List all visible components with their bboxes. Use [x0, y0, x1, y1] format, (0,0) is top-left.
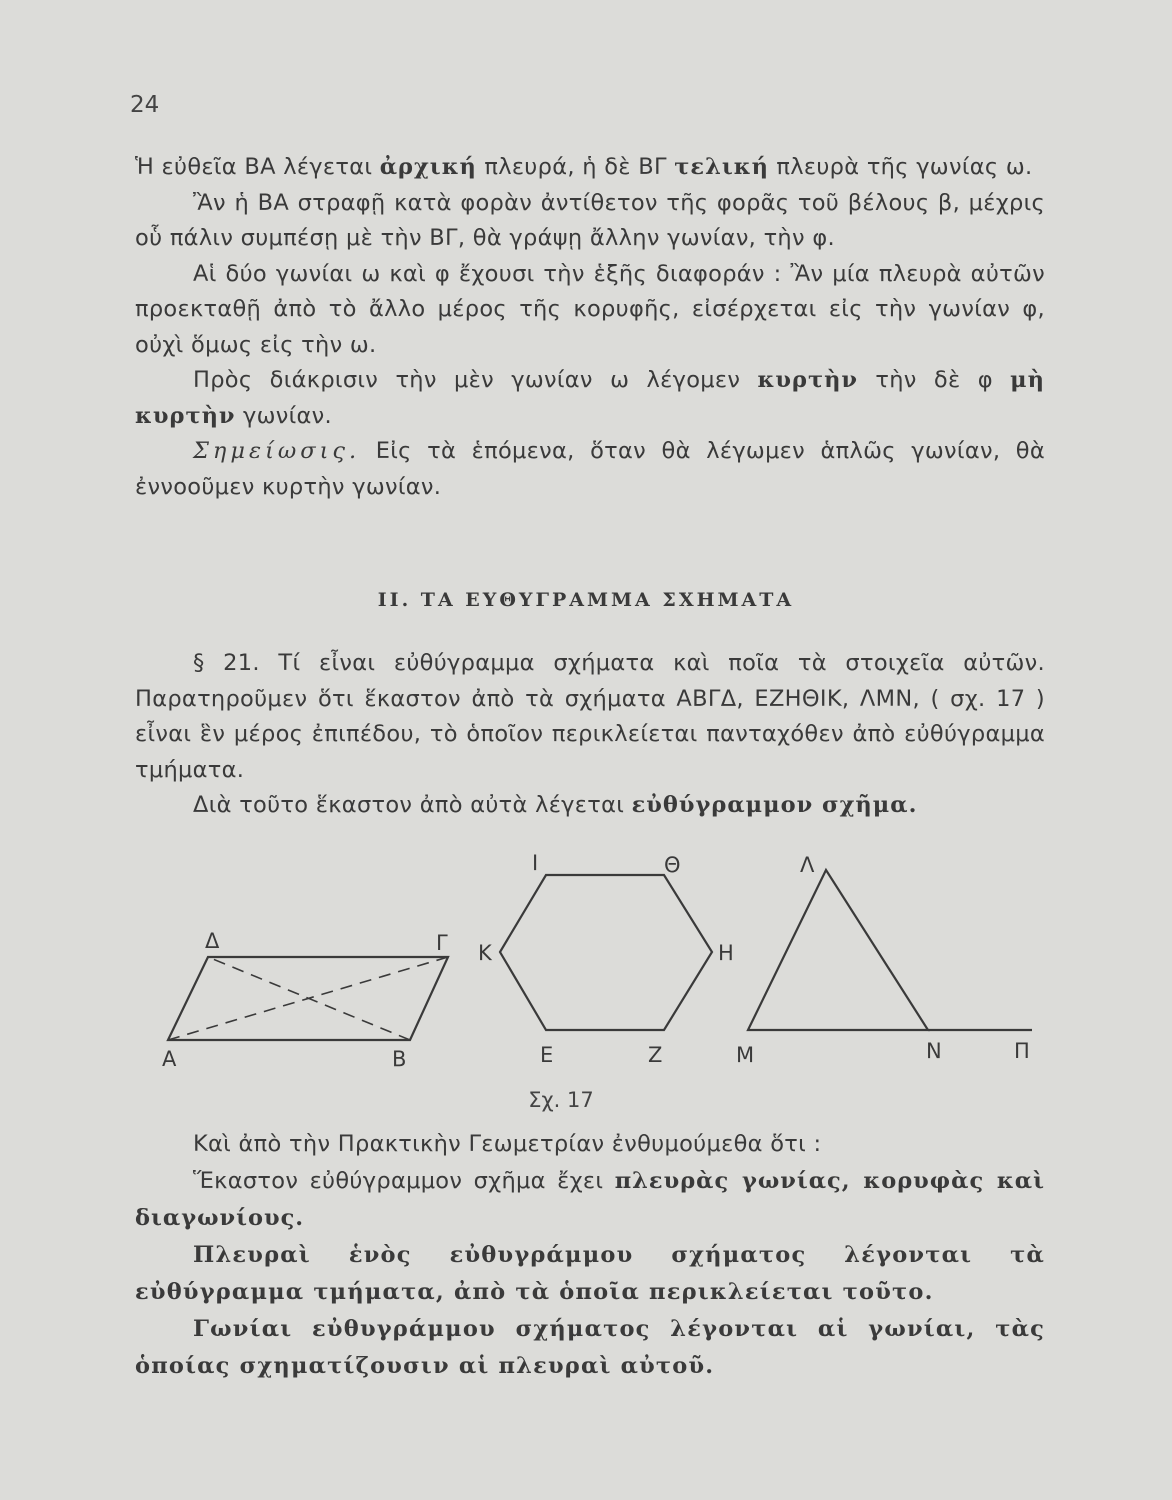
label-n: Ν [926, 1039, 942, 1063]
term-rectilinear-figure: εὐθύγραμμον σχῆμα. [631, 792, 918, 818]
label-b: Β [392, 1047, 407, 1071]
figure-17 [0, 840, 1172, 1080]
label-p: Π [1014, 1039, 1030, 1063]
text-run: τὴν δὲ φ [858, 367, 1011, 393]
paragraph-section-21: § 21. Τί εἶναι εὐθύγραμμα σχήματα καὶ ποῖα τὰ στοιχεῖα αὐτῶν. Παρατηροῦμεν ὅτι ἕκαστον ἀπὸ τὰ σχήματα ΑΒΓΔ, ΕΖΗΘΙΚ, ΛΜΝ, ( σχ. 17 ) εἶναι ἓν μέρος ἐπιπέδου, τὸ ὁποῖον περικλείεται πανταχόθεν ἀπὸ εὐθύγραμμα τμήματα. [135, 650, 1045, 783]
label-h: Η [718, 941, 734, 965]
label-g: Γ [436, 931, 448, 955]
text-run: Ἡ εὐθεῖα ΒΑ λέγεται [135, 154, 380, 180]
triangle [748, 870, 928, 1030]
label-k: Κ [478, 941, 492, 965]
note-label: Σημείωσις. [193, 438, 361, 464]
label-m: Μ [736, 1043, 755, 1067]
text-run: Εἰς τὰ ἑπόμενα, ὅταν θὰ λέγωμεν ἁπλῶς γωνίαν, θὰ ἐννοοῦμεν κυρτὴν γωνίαν. [135, 438, 1045, 500]
text-run: πλευρά, ἡ δὲ ΒΓ [476, 154, 675, 180]
text-run: Πρὸς διάκρισιν τὴν μὲν γωνίαν ω λέγομεν [193, 367, 758, 393]
text-run: Ἕκαστον εὐθύγραμμον σχῆμα ἔχει [193, 1168, 615, 1194]
text-run: πλευρὰ τῆς γωνίας ω. [768, 154, 1033, 180]
paragraph-convex [135, 363, 1045, 434]
paragraph-elements [135, 1163, 1045, 1237]
paragraph-rotation: Ἂν ἡ ΒΑ στραφῇ κατὰ φορὰν ἀντίθετον τῆς φορᾶς τοῦ βέλους β, μέχρις οὗ πάλιν συμπέσῃ μὲ τὴν ΒΓ, θὰ γράψῃ ἄλλην γωνίαν, τὴν φ. [135, 189, 1045, 251]
text-run: Διὰ τοῦτο ἕκαστον ἀπὸ αὐτὰ λέγεται [193, 792, 632, 818]
paragraph-initial-final-side [135, 150, 1045, 186]
top-text-block [135, 150, 1045, 505]
label-z: Ζ [648, 1043, 663, 1067]
paragraph-rectilinear-figure [135, 788, 1045, 824]
paragraph-sides-definition: Πλευραὶ ἑνὸς εὐθυγράμμου σχήματος λέγονται τὰ εὐθύγραμμα τμήματα, ἀπὸ τὰ ὁποῖα περικλείεται τοῦτο. [135, 1242, 1045, 1305]
text-run: γωνίαν. [235, 402, 333, 429]
label-l: Λ [800, 853, 815, 877]
paragraph-note [135, 434, 1045, 505]
paragraph-difference: Αἱ δύο γωνίαι ω καὶ φ ἔχουσι τὴν ἑξῆς διαφοράν : Ἂν μία πλευρὰ αὐτῶν προεκταθῇ ἀπὸ τὸ ἄλλο μέρος τῆς κορυφῆς, εἰσέρχεται εἰς τὴν γωνίαν φ, οὐχὶ ὅμως εἰς τὴν ω. [135, 260, 1045, 358]
bottom-text-block [135, 1126, 1045, 1385]
label-e: Ε [540, 1043, 554, 1067]
section-heading: ΙΙ. ΤΑ ΕΥΘΥΓΡΑΜΜΑ ΣΧΗΜΑΤΑ [377, 589, 795, 611]
term-initial: ἀρχική [379, 154, 477, 180]
term-convex: κυρτὴν [757, 367, 859, 393]
term-elements: πλευρὰς γωνίας, κορυφὰς καὶ διαγωνίους. [135, 1168, 1045, 1231]
paragraph-angles-definition: Γωνίαι εὐθυγράμμου σχήματος λέγονται αἱ γωνίαι, τὰς ὁποίας σχηματίζουσιν αἱ πλευραὶ αὐτοῦ. [135, 1316, 1045, 1379]
label-a: Α [162, 1047, 177, 1071]
label-th: Θ [664, 853, 681, 877]
paragraph-recall: Καὶ ἀπὸ τὴν Πρακτικὴν Γεωμετρίαν ἐνθυμούμεθα ὅτι : [193, 1131, 822, 1157]
middle-text-block [135, 646, 1045, 824]
term-non-convex: μὴ κυρτὴν [135, 367, 1045, 429]
figure-caption: Σχ. 17 [528, 1088, 594, 1112]
page-number: 24 [130, 92, 160, 118]
label-i: Ι [532, 851, 539, 875]
hexagon [500, 875, 712, 1030]
term-final: τελική [674, 154, 769, 180]
label-d: Δ [205, 929, 220, 953]
diagonal-bd [208, 957, 410, 1040]
